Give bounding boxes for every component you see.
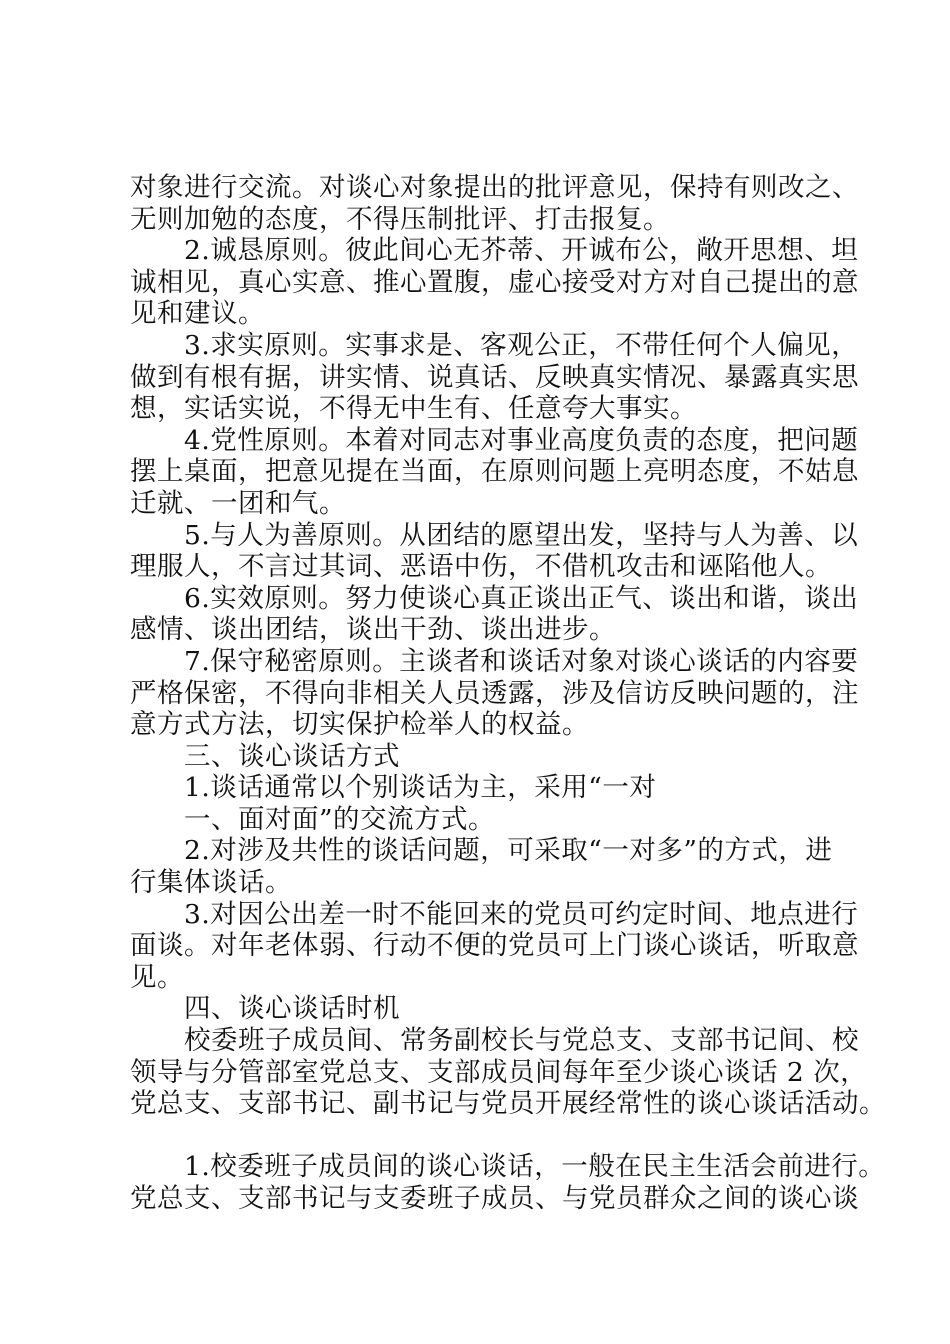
document-body bbox=[130, 172, 886, 1215]
text-line: 行集体谈话。 bbox=[130, 867, 292, 899]
text-line: 党总支、支部书记与支委班子成员、与党员群众之间的谈心谈 bbox=[130, 1183, 859, 1214]
text-line: 想，实话实说，不得无中生有、任意夸大事实。 bbox=[130, 393, 697, 425]
text-line: 7.保守秘密原则。主谈者和谈话对象对谈心谈话的内容要 bbox=[184, 645, 859, 677]
text-line: 感情、谈出团结，谈出干劲、谈出进步。 bbox=[130, 614, 616, 646]
text-line: 3.对因公出差一时不能回来的党员可约定时间、地点进行 bbox=[184, 898, 859, 930]
text-line: 诚相见，真心实意、推心置腹，虚心接受对方对自己提出的意 bbox=[130, 266, 859, 298]
text-line: 2.对涉及共性的谈话问题，可采取“一对多”的方式，进 bbox=[184, 835, 833, 867]
text-line: 1.校委班子成员间的谈心谈话，一般在民主生活会前进行。 bbox=[184, 1151, 886, 1183]
text-line: 无则加勉的态度，不得压制批评、打击报复。 bbox=[130, 203, 670, 235]
text-line: 见。 bbox=[130, 961, 184, 993]
blank-line bbox=[130, 1120, 835, 1152]
text-line: 2.诚恳原则。彼此间心无芥蒂、开诚布公，敞开思想、坦 bbox=[184, 235, 859, 267]
text-line: 6.实效原则。努力使谈心真正谈出正气、谈出和谐，谈出 bbox=[184, 582, 859, 614]
text-line: 理服人，不言过其词、恶语中伤，不借机攻击和诬陷他人。 bbox=[130, 551, 832, 583]
text-line: 迁就、一团和气。 bbox=[130, 487, 346, 519]
text-line: 领导与分管部室党总支、支部成员间每年至少谈心谈话 2 次， bbox=[130, 1056, 868, 1088]
text-line: 5.与人为善原则。从团结的愿望出发，坚持与人为善、以 bbox=[184, 519, 859, 551]
text-line: 4.党性原则。本着对同志对事业高度负责的态度，把问题 bbox=[184, 424, 859, 456]
text-line: 严格保密，不得向非相关人员透露，涉及信访反映问题的，注 bbox=[130, 677, 859, 709]
text-line: 一、面对面”的交流方式。 bbox=[184, 803, 496, 835]
text-line: 对象进行交流。对谈心对象提出的批评意见，保持有则改之、 bbox=[130, 172, 859, 203]
text-line: 1.谈话通常以个别谈话为主，采用“一对 bbox=[184, 772, 657, 804]
text-line: 校委班子成员间、常务副校长与党总支、支部书记间、校 bbox=[184, 1025, 859, 1057]
text-line: 见和建议。 bbox=[130, 298, 265, 330]
text-line: 三、谈心谈话方式 bbox=[184, 740, 400, 772]
text-line: 3.求实原则。实事求是、客观公正，不带任何个人偏见， bbox=[184, 329, 859, 361]
text-line: 面谈。对年老体弱、行动不便的党员可上门谈心谈话，听取意 bbox=[130, 930, 859, 962]
text-line: 意方式方法，切实保护检举人的权益。 bbox=[130, 709, 589, 741]
text-line: 党总支、支部书记、副书记与党员开展经常性的谈心谈话活动。 bbox=[130, 1088, 886, 1120]
text-line: 做到有根有据，讲实情、说真话、反映真实情况、暴露真实思 bbox=[130, 361, 859, 393]
text-line: 摆上桌面，把意见提在当面，在原则问题上亮明态度，不姑息 bbox=[130, 456, 859, 488]
text-line: 四、谈心谈话时机 bbox=[184, 993, 400, 1025]
